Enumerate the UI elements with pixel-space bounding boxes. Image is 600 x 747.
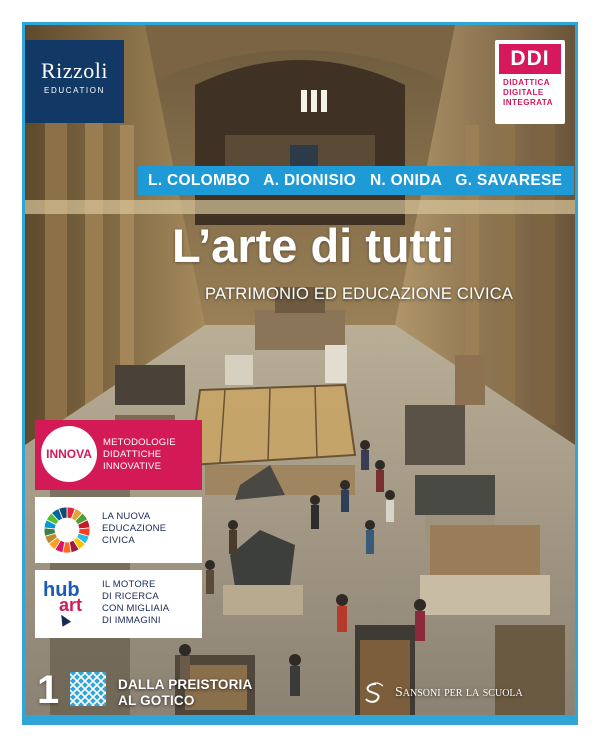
hub-art-logo xyxy=(43,580,97,626)
ddi-description xyxy=(495,74,565,108)
publisher-logo xyxy=(25,40,124,123)
sansoni-logo-icon xyxy=(363,682,389,704)
book-title: L’arte di tutti xyxy=(172,219,454,272)
innova-description xyxy=(103,437,176,473)
civica-line: CIVICA xyxy=(102,535,135,546)
authors-bar xyxy=(138,166,574,195)
volume-description xyxy=(118,677,252,709)
sdg-wheel-icon xyxy=(43,506,91,554)
innova-line: DIDATTICHE xyxy=(103,449,162,460)
hub-line: DI IMMAGINI xyxy=(102,615,161,626)
ddi-line: DIGITALE xyxy=(503,88,544,97)
art-logo-text: art xyxy=(59,595,83,615)
pattern-icon xyxy=(70,672,106,706)
civica-line: EDUCAZIONE xyxy=(102,523,167,534)
hub-art-badge xyxy=(35,570,202,638)
civica-line: LA NUOVA xyxy=(102,511,151,522)
civica-badge xyxy=(35,497,202,563)
publisher-subtitle: EDUCATION xyxy=(44,86,105,95)
ddi-label: DDI xyxy=(499,44,561,74)
hub-description xyxy=(102,579,169,627)
imprint-text: Sansoni per la scuola xyxy=(395,685,523,701)
hub-logo-text: hub xyxy=(43,579,80,601)
volume-line: DALLA PREISTORIA xyxy=(118,677,253,692)
volume-line: AL GOTICO xyxy=(118,693,195,708)
innova-logo: INNOVA xyxy=(41,426,97,482)
hub-line: IL MOTORE xyxy=(102,579,156,590)
innova-line: METODOLOGIE xyxy=(103,437,176,448)
ddi-badge xyxy=(495,40,565,124)
innova-badge xyxy=(35,420,202,490)
civica-description xyxy=(102,511,166,547)
volume-number: 1 xyxy=(37,668,60,712)
publisher-name: Rizzoli xyxy=(40,58,109,83)
hub-line: CON MIGLIAIA xyxy=(102,603,170,614)
hub-line: DI RICERCA xyxy=(102,591,159,602)
ddi-line: INTEGRATA xyxy=(503,98,553,107)
book-subtitle: PATRIMONIO ED EDUCAZIONE CIVICA xyxy=(205,285,514,303)
innova-line: INNOVATIVE xyxy=(103,461,162,472)
imprint xyxy=(363,682,523,704)
ddi-line: DIDATTICA xyxy=(503,78,551,87)
authors-text: L. COLOMBO A. DIONISIO N. ONIDA G. SAVARESE xyxy=(148,172,563,189)
